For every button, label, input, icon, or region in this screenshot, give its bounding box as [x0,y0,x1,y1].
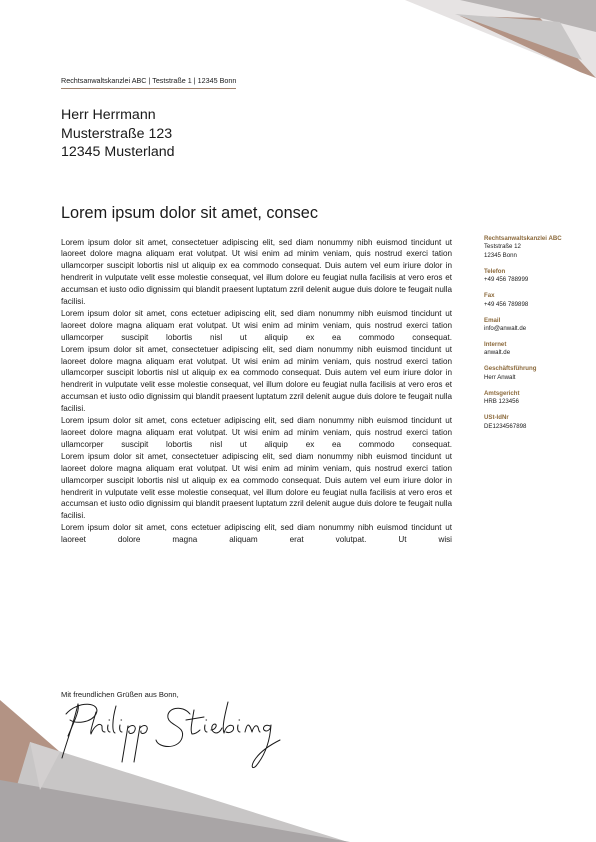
letter-body [61,237,452,547]
sender-address-line: Rechtsanwaltskanzlei ABC | Teststraße 1 | 12345 Bonn [61,76,236,89]
body-paragraph: Lorem ipsum dolor sit amet, cons ectetuer adipiscing elit, sed diam nonummy nibh euismod tincidunt ut laoreet dolore magna aliquam erat volutpat. Ut wisi enim ad minim veniam, quis nostrud exerci tation ullamcorper suscipit lobortis nisl ut aliquip ex ea commodo consequat. [61,416,452,449]
letter-subject: Lorem ipsum dolor sit amet, consec [61,204,318,222]
fax-label: Fax [484,292,495,300]
body-paragraph: Lorem ipsum dolor sit amet, consectetuer adipiscing elit, sed diam nonummy nibh euismod tincidunt ut laoreet dolore magna aliquam erat volutpat. Ut wisi enim ad minim veniam, quis nostrud exerci tation ullamcorper suscipit lobortis nisl ut aliquip ex ea commodo consequat. Duis autem vel eum iriure dolor in hendrerit in vulputate velit esse molestie consequat, vel illum dolore eu feugiat nulla facilisis at vero eros et accumsan et iusto odio dignissim qui blandit praesent luptatum zzril delenit augue duis dolore te feugait nulla facilisi. [61,237,452,307]
vat-label: USt-IdNr [484,414,509,422]
body-paragraph: Lorem ipsum dolor sit amet, cons ectetuer adipiscing elit, sed diam nonummy nibh euismod tincidunt ut laoreet dolore magna aliquam erat volutpat. Ut wisi enim ad minim veniam, quis nostrud exerci tation ullamcorper suscipit lobortis nisl ut aliquip ex ea commodo consequat. [61,308,452,342]
recipient-city: 12345 Musterland [61,144,175,160]
top-right-decoration [405,0,596,78]
court-block [484,390,584,407]
vat-block [484,414,584,431]
management-name: Herr Anwalt [484,373,516,381]
company-address-block [484,235,584,260]
website: anwalt.de [484,349,511,357]
company-city: 12345 Bonn [484,251,517,259]
company-info-sidebar [484,235,584,439]
court-label: Amtsgericht [484,389,520,397]
internet-block [484,341,584,358]
recipient-address [61,106,175,162]
recipient-name: Herr Herrmann [61,107,156,123]
court-register: HRB 123456 [484,398,519,406]
management-label: Geschäftsführung [484,365,537,373]
email-address: info@anwalt.de [484,325,527,333]
company-street: Teststraße 12 [484,243,521,251]
company-name: Rechtsanwaltskanzlei ABC [484,235,562,242]
handwritten-signature [58,692,288,772]
management-block [484,365,584,382]
body-paragraph: Lorem ipsum dolor sit amet, consectetuer adipiscing elit, sed diam nonummy nibh euismod tincidunt ut laoreet dolore magna aliquam erat volutpat. Ut wisi enim ad minim veniam, quis nostrud exerci tation ullamcorper suscipit lobortis nisl ut aliquip ex ea commodo consequat. Duis autem vel eum iriure dolor in hendrerit in vulputate velit esse molestie consequat, vel illum dolore eu feugiat nulla facilisis at vero eros et accumsan et iusto odio dignissim qui blandit praesent luptatum zzril delenit augue duis dolore te feugait nulla facilisi. [61,344,452,414]
phone-block [484,268,584,285]
phone-label: Telefon [484,267,506,275]
closing-phrase: Mit freundlichen Grüßen aus Bonn, [61,690,179,699]
fax-number: +49 456 789898 [484,300,529,308]
fax-block [484,292,584,309]
body-paragraph: Lorem ipsum dolor sit amet, cons ectetuer adipiscing elit, sed diam nonummy nibh euismod tincidunt ut laoreet dolore magna aliquam erat volutpat. Ut wisi [61,523,452,545]
phone-number: +49 456 788999 [484,276,529,284]
vat-id: DE1234567898 [484,422,527,430]
recipient-street: Musterstraße 123 [61,125,173,142]
email-label: Email [484,316,501,324]
internet-label: Internet [484,341,507,349]
email-block [484,317,584,334]
body-paragraph: Lorem ipsum dolor sit amet, consectetuer adipiscing elit, sed diam nonummy nibh euismod tincidunt ut laoreet dolore magna aliquam erat volutpat. Ut wisi enim ad minim veniam, quis nostrud exerci tation ullamcorper suscipit lobortis nisl ut aliquip ex ea commodo consequat. Duis autem vel eum iriure dolor in hendrerit in vulputate velit esse molestie consequat, vel illum dolore eu feugiat nulla facilisis at vero eros et accumsan et iusto odio dignissim qui blandit praesent luptatum zzril delenit augue duis dolore te feugait nulla facilisi. [61,451,452,521]
